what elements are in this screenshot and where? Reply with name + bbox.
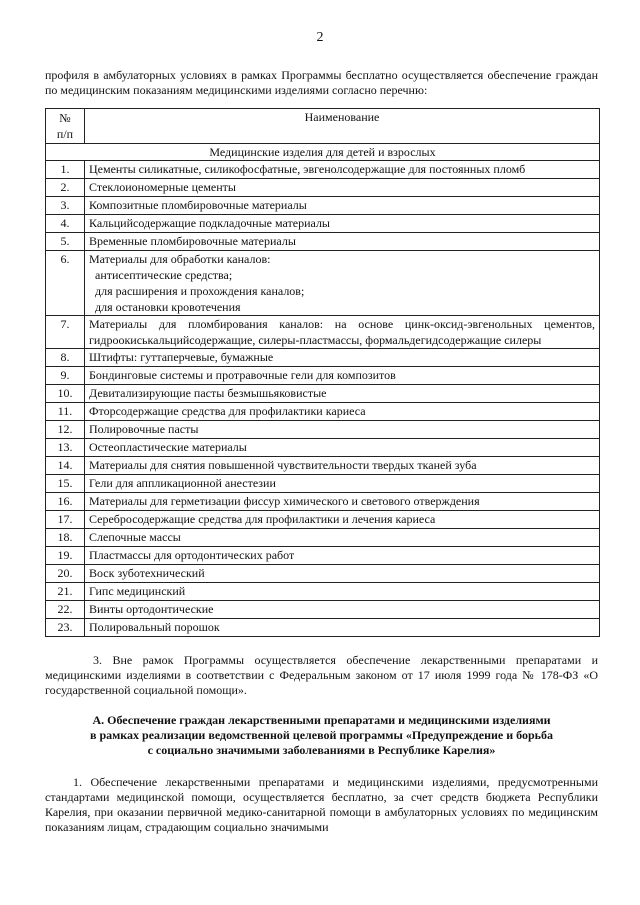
- row-name: [85, 457, 600, 475]
- row-name-text: Материалы для пломбирования каналов: на основе цинк-оксид-эвгенольных цементов,: [89, 317, 595, 331]
- row-name-line2: гидроокиськальцийсодержащие, силеры-пластмассы, формальдегидсодержащие силеры: [89, 333, 542, 347]
- row-name: [85, 403, 600, 421]
- table-row: [46, 233, 600, 251]
- table-row: [46, 161, 600, 179]
- intro-paragraph: профиля в амбулаторных условиях в рамках Программы бесплатно осуществляется обеспечение граждан по медицинским показаниям медицинскими изделиями согласно перечню:: [45, 68, 598, 97]
- table-row: [46, 251, 600, 316]
- column-header-number-line2: п/п: [56, 127, 74, 141]
- row-name: [85, 547, 600, 565]
- section-heading-line1: А. Обеспечение граждан лекарственными препаратами и медицинскими изделиями: [92, 713, 551, 727]
- row-name-text: Полировочные пасты: [89, 422, 199, 436]
- row-number: 11.: [46, 403, 85, 421]
- row-number: 23.: [46, 619, 85, 637]
- row-name-text: Винты ортодонтические: [89, 602, 214, 616]
- row-name: [85, 511, 600, 529]
- section-title: Медицинские изделия для детей и взрослых: [46, 144, 600, 161]
- table-row: [46, 529, 600, 547]
- row-name: [85, 565, 600, 583]
- row-name: [85, 493, 600, 511]
- row-name: [85, 385, 600, 403]
- row-number: 10.: [46, 385, 85, 403]
- table-row: [46, 403, 600, 421]
- row-name-text: Воск зуботехнический: [89, 566, 205, 580]
- section-heading-line3: с социально значимыми заболеваниями в Республике Карелия»: [147, 743, 496, 757]
- table-row: [46, 179, 600, 197]
- row-number: 14.: [46, 457, 85, 475]
- row-number: 7.: [46, 316, 85, 349]
- row-number: 18.: [46, 529, 85, 547]
- row-number: 19.: [46, 547, 85, 565]
- row-name-text: Композитные пломбировочные материалы: [89, 198, 307, 212]
- row-name-text: Штифты: гуттаперчевые, бумажные: [89, 350, 274, 364]
- row-name: [85, 583, 600, 601]
- row-name: [85, 529, 600, 547]
- row-number: 1.: [46, 161, 85, 179]
- table-row: [46, 439, 600, 457]
- row-number: 22.: [46, 601, 85, 619]
- row-name-text: Стеклоиономерные цементы: [89, 180, 236, 194]
- row-number: 15.: [46, 475, 85, 493]
- row-subline: для расширения и прохождения каналов;: [95, 284, 305, 298]
- table-header-row: [46, 109, 600, 144]
- table-row: [46, 601, 600, 619]
- row-name-text: Временные пломбировочные материалы: [89, 234, 296, 248]
- row-number: 9.: [46, 367, 85, 385]
- row-number: 13.: [46, 439, 85, 457]
- row-number: 17.: [46, 511, 85, 529]
- row-name: [85, 349, 600, 367]
- row-name-text: Материалы для снятия повышенной чувствительности твердых тканей зуба: [89, 458, 477, 472]
- row-name: [85, 601, 600, 619]
- row-number: 2.: [46, 179, 85, 197]
- row-number: 8.: [46, 349, 85, 367]
- page-number: 2: [316, 30, 324, 45]
- row-number: 16.: [46, 493, 85, 511]
- table-section-row: [46, 144, 600, 161]
- row-name-text: Цементы силикатные, силикофосфатные, эвгенолсодержащие для постоянных пломб: [89, 162, 526, 176]
- paragraph-1-section-a: 1. Обеспечение лекарственными препаратами и медицинскими изделиями, предусмотренными стандартами медицинской помощи, осуществляется бесплатно, за счет средств бюджета Республики Карелия, при оказании первичной медико-санитарной помощи в амбулаторных условиях по медицинским показаниям лицам, страдающим социально значимыми: [45, 775, 598, 834]
- table-row: [46, 619, 600, 637]
- row-name: [85, 316, 600, 349]
- row-name-text: Гели для аппликационной анестезии: [89, 476, 276, 490]
- row-name-text: Полировальный порошок: [89, 620, 220, 634]
- paragraph-3: 3. Вне рамок Программы осуществляется обеспечение лекарственными препаратами и медицинскими изделиями в соответствии с Федеральным законом от 17 июля 1999 года № 178-ФЗ «О государственной социальной помощи».: [45, 653, 598, 697]
- row-name-text: Девитализирующие пасты безмышьяковистые: [89, 386, 327, 400]
- row-name-text: Остеопластические материалы: [89, 440, 247, 454]
- table-row: [46, 215, 600, 233]
- table-row: [46, 316, 600, 349]
- row-number: 5.: [46, 233, 85, 251]
- table-row: [46, 457, 600, 475]
- row-name-text: Гипс медицинский: [89, 584, 186, 598]
- section-heading: [45, 713, 598, 758]
- table-row: [46, 367, 600, 385]
- row-subline: антисептические средства;: [95, 268, 233, 282]
- row-name-text: Пластмассы для ортодонтических работ: [89, 548, 295, 562]
- row-name-text: Серебросодержащие средства для профилактики и лечения кариеса: [89, 512, 436, 526]
- section-heading-line2: в рамках реализации ведомственной целевой программы «Предупреждение и борьба: [89, 728, 554, 742]
- column-header-name: Наименование: [85, 109, 600, 144]
- row-name: [85, 367, 600, 385]
- row-name-text: Кальцийсодержащие подкладочные материалы: [89, 216, 330, 230]
- table-row: [46, 475, 600, 493]
- table-row: [46, 493, 600, 511]
- row-number: 6.: [46, 251, 85, 316]
- row-name: [85, 475, 600, 493]
- row-name: [85, 439, 600, 457]
- table-row: [46, 511, 600, 529]
- row-name-text: Материалы для обработки каналов:: [89, 252, 271, 266]
- row-name: [85, 161, 600, 179]
- table-row: [46, 349, 600, 367]
- row-number: 12.: [46, 421, 85, 439]
- row-number: 3.: [46, 197, 85, 215]
- row-name: [85, 179, 600, 197]
- column-header-number-line1: №: [59, 111, 71, 125]
- row-number: 20.: [46, 565, 85, 583]
- medical-items-table: [45, 108, 600, 637]
- row-name-text: Слепочные массы: [89, 530, 181, 544]
- column-header-number: [46, 109, 85, 144]
- table-row: [46, 565, 600, 583]
- row-name: [85, 215, 600, 233]
- table-row: [46, 583, 600, 601]
- table-row: [46, 547, 600, 565]
- row-number: 4.: [46, 215, 85, 233]
- row-name: [85, 197, 600, 215]
- row-name: [85, 233, 600, 251]
- table-row: [46, 197, 600, 215]
- table-row: [46, 385, 600, 403]
- row-name-text: Материалы для герметизации фиссур химического и светового отверждения: [89, 494, 480, 508]
- table-row: [46, 421, 600, 439]
- row-name-text: Бондинговые системы и протравочные гели для композитов: [89, 368, 396, 382]
- row-name: [85, 421, 600, 439]
- row-name: [85, 251, 600, 316]
- row-subline: для остановки кровотечения: [95, 300, 241, 314]
- row-name: [85, 619, 600, 637]
- row-name-text: Фторсодержащие средства для профилактики кариеса: [89, 404, 366, 418]
- row-number: 21.: [46, 583, 85, 601]
